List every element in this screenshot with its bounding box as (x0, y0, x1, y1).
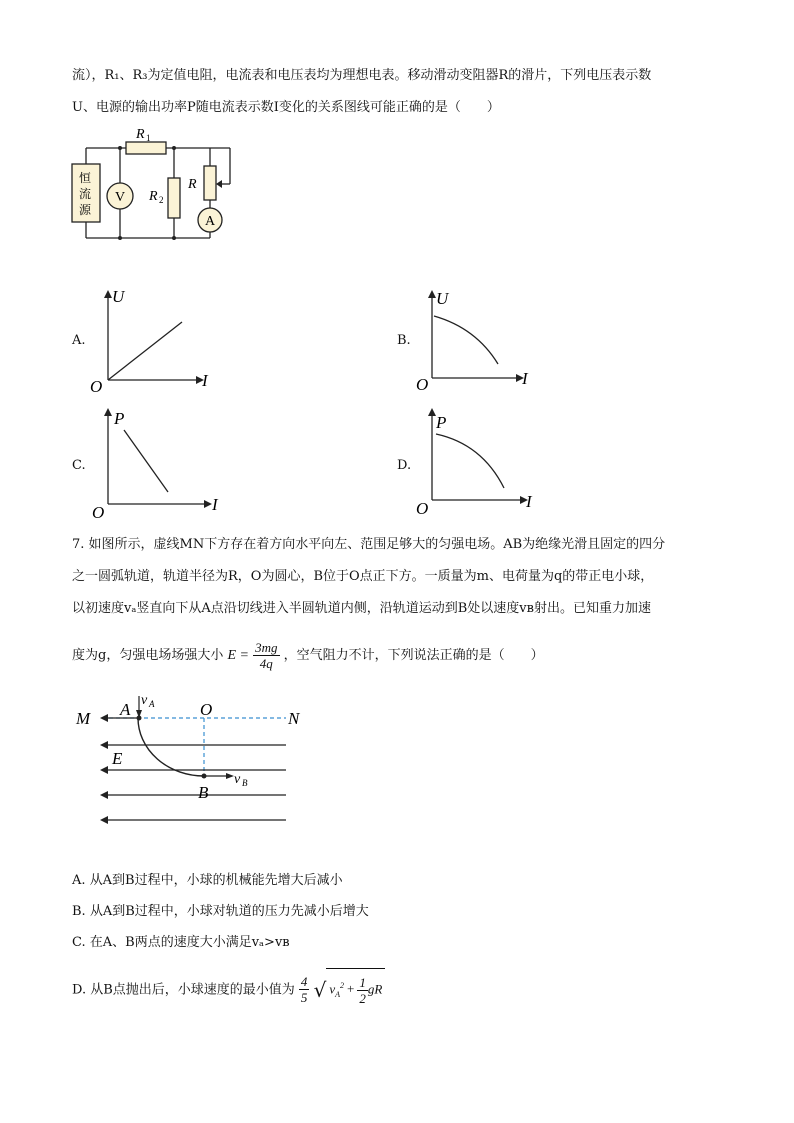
slider-arrowhead (216, 180, 222, 188)
q7-option-d-coef-den: 5 (300, 990, 308, 1006)
ammeter-label: A (205, 214, 216, 229)
q6-option-a-origin: O (90, 377, 103, 396)
r2-resistor (168, 178, 180, 218)
q6-option-a-ylabel: U (112, 287, 125, 306)
q6-option-d-xlabel: I (526, 492, 532, 511)
q7-label-va-sub: A (149, 699, 155, 709)
source-label-2: 流 (79, 187, 92, 201)
q7-option-d-coef (299, 974, 310, 1005)
q6-option-b-ylabel: U (436, 289, 449, 308)
q7-option-d-coef-num: 4 (300, 974, 308, 990)
r-variable-resistor (204, 166, 216, 200)
q7-text-line-1: 7. 如图所示，虚线MN下方存在着方向水平向左、范围足够大的匀强电场。AB为绝缘光滑且固定的四分 (72, 537, 666, 552)
q6-option-c-letter[interactable]: C. (72, 458, 86, 473)
q7-option-a[interactable]: A. 从A到B过程中，小球的机械能先增大后减小 (72, 873, 343, 888)
q7-option-d-va: v (329, 981, 336, 997)
q7-option-d-va-sub: A (335, 989, 340, 999)
q6-option-c-origin: O (92, 503, 105, 522)
r1-label: R (136, 127, 145, 142)
q6-text-line-2: U、电源的输出功率P随电流表示数I变化的关系图线可能正确的是（ ） (72, 100, 500, 115)
q6-text-line-1: 流），R₁、R₃为定值电阻，电流表和电压表均为理想电表。移动滑动变阻器R的滑片，下列电压表示数 (72, 68, 652, 83)
q7-option-c[interactable]: C. 在A、B两点的速度大小满足vₐ>vʙ (72, 935, 290, 950)
q6-option-c-xlabel: I (212, 495, 218, 514)
q7-option-d[interactable] (72, 968, 385, 1012)
voltmeter-label: V (115, 190, 126, 205)
q7-text-line-3: 以初速度vₐ竖直向下从A点沿切线进入半圆轨道内侧，沿轨道运动到B处以速度vʙ射出。已知重力加速 (72, 601, 651, 616)
q7-label-o: O (200, 700, 213, 719)
q6-option-c-graph (88, 406, 238, 521)
q7-line4-suffix: ，空气阻力不计，下列说法正确的是（ ） (283, 648, 544, 663)
q7-option-b[interactable]: B. 从A到B过程中，小球对轨道的压力先减小后增大 (72, 904, 369, 919)
q7-option-d-radicand (326, 968, 385, 1012)
q7-field-eq: E = (227, 648, 249, 663)
q7-label-vb: v (234, 772, 241, 787)
radical-sign-icon: √ (313, 977, 327, 1002)
q7-figure (72, 688, 312, 828)
q7-text-line-2: 之一圆弧轨道，轨道半径为R，O为圆心，B位于O点正下方。一质量为m、电荷量为q的带正电小球， (72, 569, 654, 584)
q7-option-d-plus: + (346, 981, 355, 997)
q6-option-d-graph (414, 406, 564, 521)
q7-label-va: v (141, 693, 148, 708)
q6-option-b-xlabel: I (522, 369, 528, 388)
q7-option-d-gr: gR (367, 981, 383, 997)
q7-text-line-4 (72, 640, 544, 671)
q7-option-d-half-den: 2 (359, 990, 366, 1006)
circuit-diagram (70, 128, 240, 240)
q6-option-b-origin: O (416, 375, 429, 394)
q6-option-b-letter[interactable]: B. (397, 333, 411, 348)
q7-label-n: N (288, 709, 300, 728)
q7-label-a: A (120, 700, 131, 719)
r1-label-sub: 1 (146, 133, 151, 143)
source-label-1: 恒 (79, 171, 92, 185)
q7-option-d-prefix: D. 从B点抛出后，小球速度的最小值为 (72, 982, 295, 998)
q6-option-a-letter[interactable]: A. (72, 333, 86, 348)
q6-option-d-origin: O (416, 499, 429, 518)
source-label-3: 源 (79, 203, 92, 217)
q7-option-d-va-sup: 2 (339, 981, 344, 990)
r2-label-sub: 2 (159, 195, 164, 205)
q7-option-d-half (357, 975, 368, 1006)
q7-field-num: 3mg (255, 640, 278, 655)
q6-option-d-letter[interactable]: D. (397, 458, 412, 473)
r1-resistor (126, 142, 166, 154)
r2-label: R (149, 189, 158, 204)
q7-label-vb-sub: B (242, 778, 248, 788)
r-label: R (188, 177, 197, 192)
q7-option-d-half-num: 1 (359, 974, 366, 990)
q7-label-b: B (198, 783, 209, 802)
q6-option-a-xlabel: I (202, 371, 208, 390)
q7-label-e: E (112, 749, 123, 768)
q7-label-m: M (76, 709, 91, 728)
q6-option-a-graph (88, 288, 228, 398)
q7-line4-prefix: 度为g，匀强电场场强大小 (72, 648, 224, 663)
q6-option-d-ylabel: P (436, 413, 447, 432)
q7-field-fraction (253, 640, 279, 671)
q6-option-c-ylabel: P (114, 409, 125, 428)
q6-option-b-graph (414, 288, 554, 398)
q7-field-den: 4q (259, 656, 273, 671)
